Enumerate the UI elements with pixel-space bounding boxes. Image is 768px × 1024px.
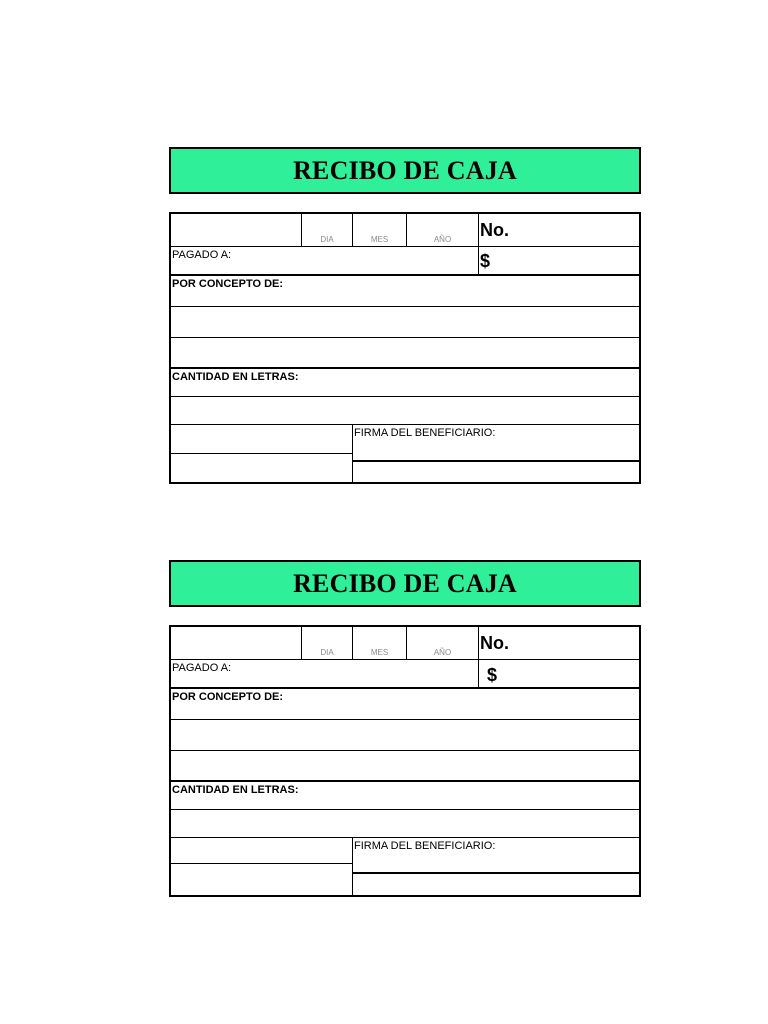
- date-month-label: MES: [370, 235, 389, 244]
- signature-line: [352, 460, 639, 462]
- row-line: [171, 453, 352, 454]
- receipt-title: RECIBO DE CAJA: [293, 568, 517, 598]
- row-line-thick: [171, 780, 639, 782]
- signature-label: FIRMA DEL BENEFICIARIO:: [354, 840, 496, 852]
- row-line: [171, 837, 639, 838]
- row-line: [171, 246, 639, 247]
- row-line: [171, 719, 639, 720]
- row-line: [171, 337, 639, 338]
- row-line: [171, 306, 639, 307]
- receipt-title-bar: [169, 560, 641, 607]
- row-line-thick: [171, 274, 639, 276]
- receipt-form: [169, 212, 641, 484]
- receipt-number-label: No.: [480, 633, 509, 653]
- row-line: [171, 659, 639, 660]
- row-line: [171, 750, 639, 751]
- row-line: [171, 396, 639, 397]
- date-day-label: DIA: [320, 648, 334, 657]
- number-divider: [478, 214, 479, 274]
- signature-label: FIRMA DEL BENEFICIARIO:: [354, 427, 496, 439]
- concept-label: POR CONCEPTO DE:: [172, 278, 284, 290]
- currency-symbol: $: [487, 665, 498, 685]
- currency-symbol: $: [480, 251, 491, 271]
- receipt-form: [169, 625, 641, 897]
- amount-words-label: CANTIDAD EN LETRAS:: [172, 784, 299, 796]
- row-line-thick: [171, 367, 639, 369]
- paid-to-label: PAGADO A:: [172, 662, 232, 674]
- row-line: [171, 863, 352, 864]
- receipt-title: RECIBO DE CAJA: [293, 155, 517, 185]
- number-divider: [478, 627, 479, 687]
- row-line: [171, 809, 639, 810]
- date-year-label: AÑO: [433, 235, 452, 244]
- signature-line: [352, 872, 639, 874]
- concept-label: POR CONCEPTO DE:: [172, 691, 284, 703]
- date-day-label: DIA: [320, 235, 334, 244]
- signature-divider: [352, 837, 353, 895]
- receipt-title-bar: [169, 147, 641, 194]
- paid-to-label: PAGADO A:: [172, 249, 232, 261]
- signature-divider: [352, 424, 353, 482]
- date-month-label: MES: [370, 648, 389, 657]
- row-line: [171, 424, 639, 425]
- row-line-thick: [171, 687, 639, 689]
- date-year-label: AÑO: [433, 648, 452, 657]
- receipt-number-label: No.: [480, 220, 509, 240]
- amount-words-label: CANTIDAD EN LETRAS:: [172, 371, 299, 383]
